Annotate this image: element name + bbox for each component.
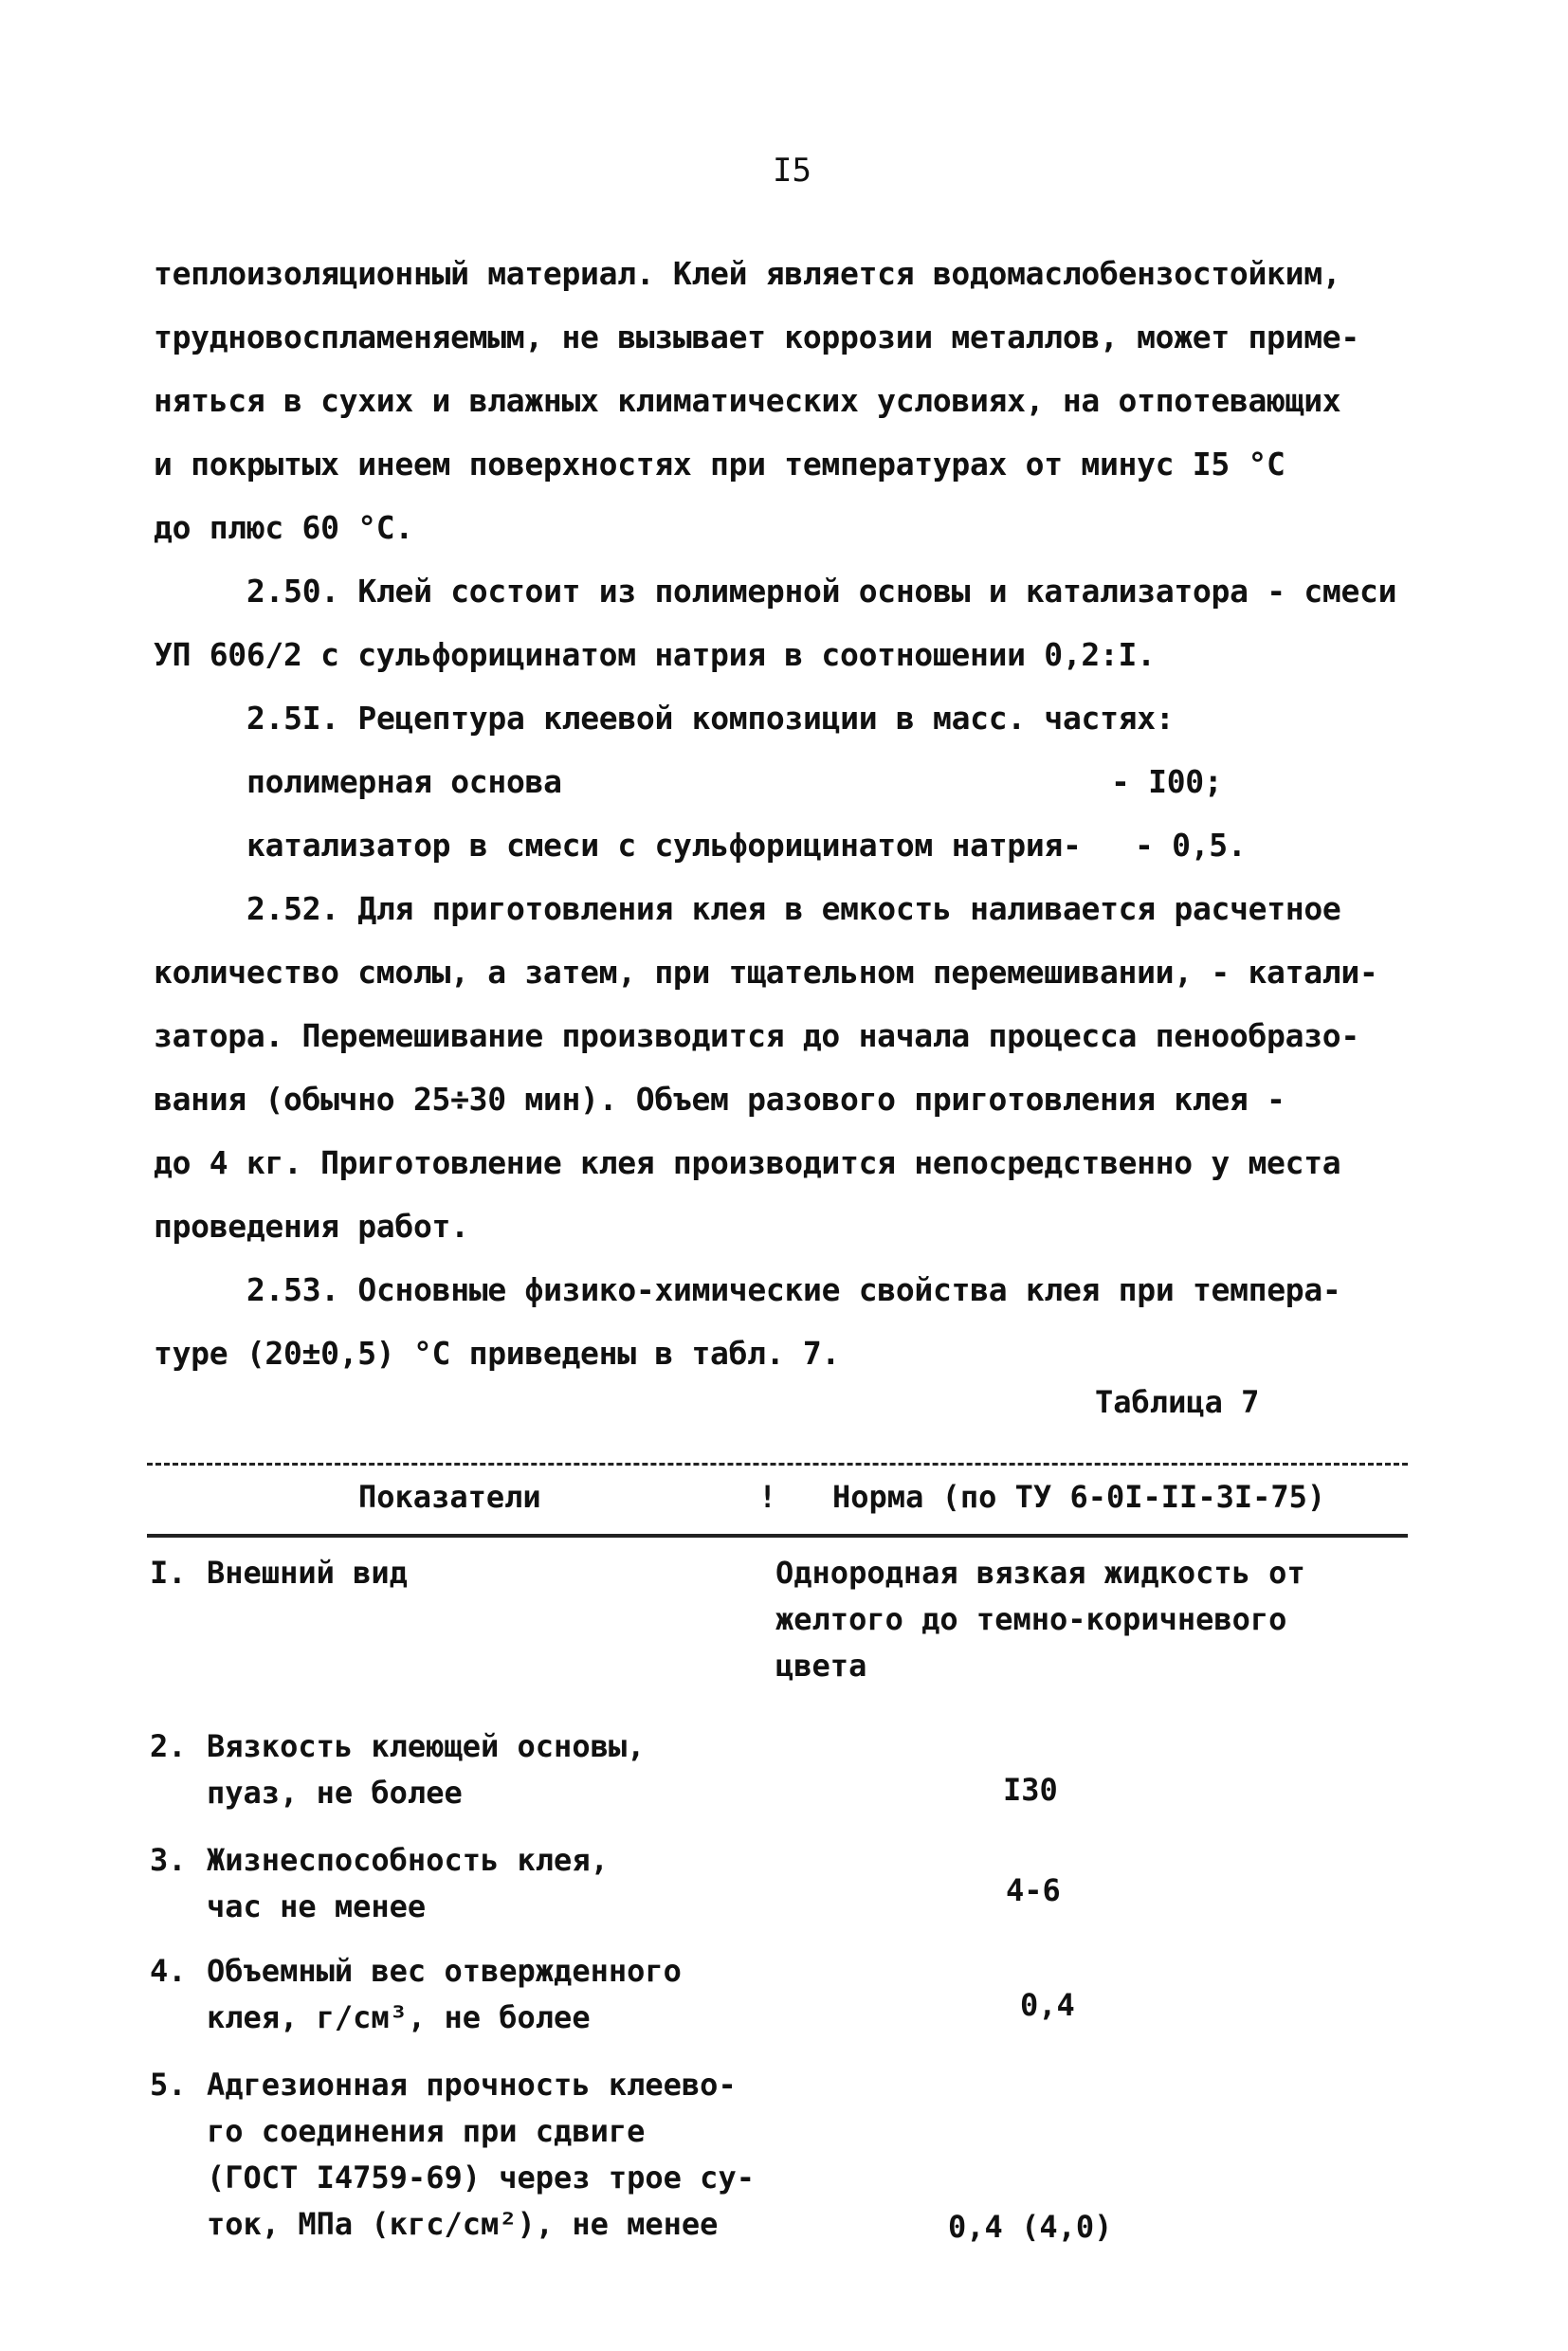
recipe-amount: - I00; — [1111, 763, 1223, 800]
text-line: трудновоспламеняемым, не вызывает коррозии металлов, может приме- — [154, 319, 1359, 355]
row-parameter: Вязкость клеющей основы, пуаз, не более — [207, 1728, 646, 1811]
table-caption: Таблица 7 — [1095, 1384, 1260, 1420]
row-norm: 0,4 — [1020, 1987, 1075, 2023]
paragraph-2-50-line: 2.50. Клей состоит из полимерной основы и катализатора - смеси — [246, 573, 1397, 610]
recipe-row — [154, 750, 1424, 813]
row-parameter: Жизнеспособность клея, час не менее — [207, 1842, 609, 1924]
recipe-component: полимерная основа — [246, 763, 562, 800]
text-line: теплоизоляционный материал. Клей является водомаслобензостойким, — [154, 255, 1341, 292]
row-parameter: Внешний вид — [207, 1555, 408, 1591]
recipe-row — [154, 813, 1424, 877]
paragraph-2-50-line: УП 606/2 с сульфорицинатом натрия в соотношении 0,2:I. — [154, 636, 1156, 673]
row-norm: 4-6 — [1006, 1872, 1061, 1908]
recipe-amount: - 0,5. — [1135, 827, 1247, 864]
paragraph-2-52-line: затора. Перемешивание производится до начала процесса пенообразо- — [154, 1017, 1359, 1054]
row-number: 2. — [150, 1728, 187, 1764]
table-header-norm: Норма (по ТУ 6-0I-II-3I-75) — [832, 1479, 1326, 1515]
paragraph-2-52-line: 2.52. Для приготовления клея в емкость наливается расчетное — [246, 890, 1341, 927]
row-norm: I30 — [1003, 1772, 1058, 1808]
paragraph-2-52-line: количество смолы, а затем, при тщательном перемешивании, - катали- — [154, 954, 1378, 991]
row-number: 5. — [150, 2067, 187, 2103]
paragraph-2-53-line: туре (20±0,5) °С приведены в табл. 7. — [154, 1335, 841, 1372]
text-line: и покрытых инеем поверхностях при температурах от минус I5 °С — [154, 446, 1285, 483]
body-text — [154, 242, 1424, 1385]
text-line: няться в сухих и влажных климатических условиях, на отпотевающих — [154, 382, 1341, 419]
paragraph-2-51: 2.5I. Рецептура клеевой композиции в масс. частях: — [246, 700, 1175, 737]
paragraph-2-53-line: 2.53. Основные физико-химические свойства клея при темпера- — [246, 1271, 1341, 1308]
table-header-rule — [147, 1534, 1408, 1538]
row-parameter: Объемный вес отвержденного клея, г/см³, не более — [207, 1953, 682, 2035]
paragraph-2-52-line: до 4 кг. Приготовление клея производится непосредственно у места — [154, 1144, 1341, 1181]
paragraph-2-52-line: вания (обычно 25÷30 мин). Объем разового приготовления клея - — [154, 1081, 1285, 1118]
page-number: I5 — [773, 152, 811, 190]
row-parameter: Адгезионная прочность клеево- го соединения при сдвиге (ГОСТ I4759-69) через трое су- ток, МПа (кгс/см²), не менее — [207, 2067, 755, 2242]
row-norm: 0,4 (4,0) — [948, 2209, 1113, 2245]
row-number: 4. — [150, 1953, 187, 1989]
row-norm: Однородная вязкая жидкость от желтого до темно-коричневого цвета — [775, 1555, 1305, 1684]
row-number: 3. — [150, 1842, 187, 1878]
table-header-separator: ! — [758, 1479, 777, 1515]
table-header-indicators: Показатели — [358, 1479, 541, 1515]
table-top-rule — [147, 1463, 1408, 1466]
row-number: I. — [150, 1555, 187, 1591]
text-line: до плюс 60 °С. — [154, 509, 413, 546]
paragraph-2-52-line: проведения работ. — [154, 1208, 469, 1245]
recipe-component: катализатор в смеси с сульфорицинатом натрия- — [246, 827, 1082, 864]
